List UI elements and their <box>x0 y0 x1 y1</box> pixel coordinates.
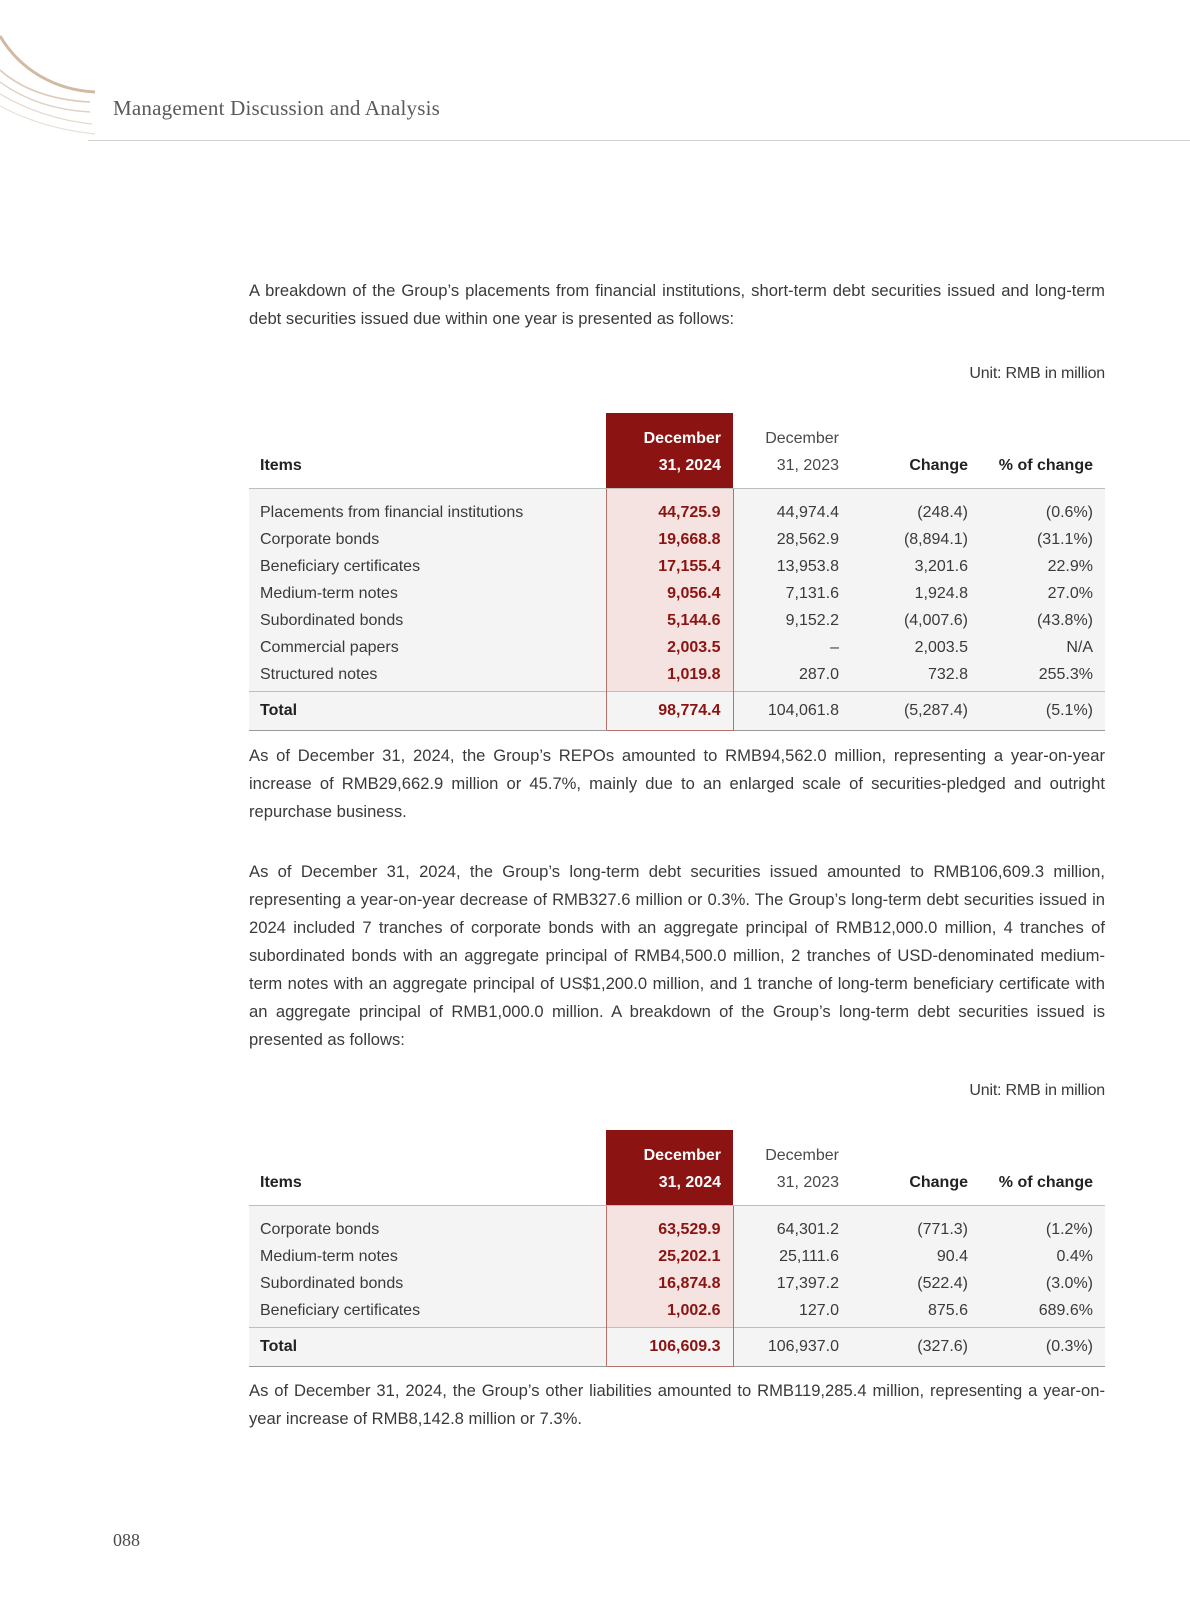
row-prior: 17,397.2 <box>733 1270 851 1297</box>
header-pct-change: % of change <box>980 1130 1105 1206</box>
table-row <box>249 1243 1105 1270</box>
page-number: 088 <box>113 1530 140 1550</box>
row-prior: – <box>733 634 851 661</box>
row-current: 44,725.9 <box>606 489 733 527</box>
table-header-row <box>249 1130 1105 1206</box>
row-item: Beneficiary certificates <box>249 1297 606 1328</box>
table-total-row <box>249 1328 1105 1367</box>
row-item: Corporate bonds <box>249 1206 606 1244</box>
row-current: 1,019.8 <box>606 661 733 692</box>
row-pct: (3.0%) <box>980 1270 1105 1297</box>
header-current-line1: December <box>643 1147 721 1164</box>
repo-paragraph: As of December 31, 2024, the Group’s REPOs amounted to RMB94,562.0 million, representing a year-on-year increase of RMB29,662.9 million or 45.7%, mainly due to an enlarged scale of securities-pledged and outright repurchase business. <box>249 746 1105 821</box>
total-current: 106,609.3 <box>606 1328 733 1367</box>
row-change: 3,201.6 <box>851 553 980 580</box>
table-row <box>249 1206 1105 1244</box>
row-current: 16,874.8 <box>606 1270 733 1297</box>
header-change: Change <box>851 1130 980 1206</box>
row-item: Subordinated bonds <box>249 1270 606 1297</box>
table-row <box>249 661 1105 692</box>
longterm-debt-table <box>249 1130 1105 1367</box>
header-items: Items <box>249 413 606 489</box>
header-current-line1: December <box>643 430 721 447</box>
row-item: Medium-term notes <box>249 1243 606 1270</box>
table-row <box>249 634 1105 661</box>
table-row <box>249 526 1105 553</box>
row-change: (248.4) <box>851 489 980 527</box>
row-pct: 255.3% <box>980 661 1105 692</box>
row-prior: 28,562.9 <box>733 526 851 553</box>
row-change: (771.3) <box>851 1206 980 1244</box>
row-pct: 22.9% <box>980 553 1105 580</box>
row-prior: 13,953.8 <box>733 553 851 580</box>
row-prior: 25,111.6 <box>733 1243 851 1270</box>
total-label: Total <box>249 692 606 731</box>
header-current-line2: 31, 2024 <box>658 1174 721 1191</box>
row-item: Placements from financial institutions <box>249 489 606 527</box>
header-current-period <box>606 413 733 489</box>
row-current: 9,056.4 <box>606 580 733 607</box>
row-pct: N/A <box>980 634 1105 661</box>
row-pct: (0.6%) <box>980 489 1105 527</box>
header-pct-change: % of change <box>980 413 1105 489</box>
row-prior: 9,152.2 <box>733 607 851 634</box>
header-prior-line1: December <box>765 430 839 447</box>
table1-unit-label: Unit: RMB in million <box>969 365 1105 382</box>
header-prior-period <box>733 1130 851 1206</box>
row-change: 875.6 <box>851 1297 980 1328</box>
section-title: Management Discussion and Analysis <box>113 96 441 120</box>
row-item: Subordinated bonds <box>249 607 606 634</box>
row-prior: 64,301.2 <box>733 1206 851 1244</box>
row-item: Commercial papers <box>249 634 606 661</box>
other-liabilities-paragraph: As of December 31, 2024, the Group’s other liabilities amounted to RMB119,285.4 million, representing a year-on-year increase of RMB8,142.8 million or 7.3%. <box>249 1381 1105 1428</box>
row-prior: 287.0 <box>733 661 851 692</box>
total-pct: (0.3%) <box>980 1328 1105 1367</box>
row-change: 2,003.5 <box>851 634 980 661</box>
placements-table <box>249 413 1105 731</box>
row-change: 1,924.8 <box>851 580 980 607</box>
longterm-paragraph: As of December 31, 2024, the Group’s long-term debt securities issued amounted to RMB106,609.3 million, representing a year-on-year decrease of RMB327.6 million or 0.3%. The Group’s long-term debt securities issued in 2024 included 7 tranches of corporate bonds with an aggregate principal of RMB12,000.0 million, 4 tranches of subordinated bonds with an aggregate principal of RMB4,500.0 million, 2 tranches of USD-denominated medium-term notes with an aggregate principal of US$1,200.0 million, and 1 tranche of long-term beneficiary certificate with an aggregate principal of RMB1,000.0 million. A breakdown of the Group’s long-term debt securities issued is presented as follows: <box>249 862 1105 1049</box>
total-change: (5,287.4) <box>851 692 980 731</box>
row-current: 17,155.4 <box>606 553 733 580</box>
row-item: Corporate bonds <box>249 526 606 553</box>
row-pct: 27.0% <box>980 580 1105 607</box>
total-pct: (5.1%) <box>980 692 1105 731</box>
row-current: 5,144.6 <box>606 607 733 634</box>
header-decoration-arcs <box>0 30 110 145</box>
total-prior: 106,937.0 <box>733 1328 851 1367</box>
table-row <box>249 1270 1105 1297</box>
header-prior-line2: 31, 2023 <box>776 1174 839 1191</box>
row-change: 732.8 <box>851 661 980 692</box>
row-change: (522.4) <box>851 1270 980 1297</box>
table-row <box>249 580 1105 607</box>
table-row <box>249 1297 1105 1328</box>
row-pct: 0.4% <box>980 1243 1105 1270</box>
header-items: Items <box>249 1130 606 1206</box>
header-prior-period <box>733 413 851 489</box>
intro-paragraph: A breakdown of the Group’s placements from financial institutions, short-term debt securities issued and long-term debt securities issued due within one year is presented as follows: <box>249 281 1105 328</box>
row-item: Beneficiary certificates <box>249 553 606 580</box>
row-current: 63,529.9 <box>606 1206 733 1244</box>
header-divider <box>88 140 1190 141</box>
row-prior: 44,974.4 <box>733 489 851 527</box>
row-prior: 7,131.6 <box>733 580 851 607</box>
row-pct: (43.8%) <box>980 607 1105 634</box>
row-change: 90.4 <box>851 1243 980 1270</box>
row-item: Structured notes <box>249 661 606 692</box>
header-prior-line1: December <box>765 1147 839 1164</box>
row-prior: 127.0 <box>733 1297 851 1328</box>
row-pct: (1.2%) <box>980 1206 1105 1244</box>
table2-unit-label: Unit: RMB in million <box>969 1082 1105 1099</box>
total-prior: 104,061.8 <box>733 692 851 731</box>
row-current: 1,002.6 <box>606 1297 733 1328</box>
row-pct: (31.1%) <box>980 526 1105 553</box>
row-current: 19,668.8 <box>606 526 733 553</box>
table-row <box>249 607 1105 634</box>
header-current-period <box>606 1130 733 1206</box>
table-row <box>249 553 1105 580</box>
total-current: 98,774.4 <box>606 692 733 731</box>
table-total-row <box>249 692 1105 731</box>
total-label: Total <box>249 1328 606 1367</box>
header-prior-line2: 31, 2023 <box>776 457 839 474</box>
row-change: (4,007.6) <box>851 607 980 634</box>
row-pct: 689.6% <box>980 1297 1105 1328</box>
row-current: 25,202.1 <box>606 1243 733 1270</box>
table-row <box>249 489 1105 527</box>
row-current: 2,003.5 <box>606 634 733 661</box>
table-header-row <box>249 413 1105 489</box>
total-change: (327.6) <box>851 1328 980 1367</box>
row-change: (8,894.1) <box>851 526 980 553</box>
row-item: Medium-term notes <box>249 580 606 607</box>
header-current-line2: 31, 2024 <box>658 457 721 474</box>
header-change: Change <box>851 413 980 489</box>
